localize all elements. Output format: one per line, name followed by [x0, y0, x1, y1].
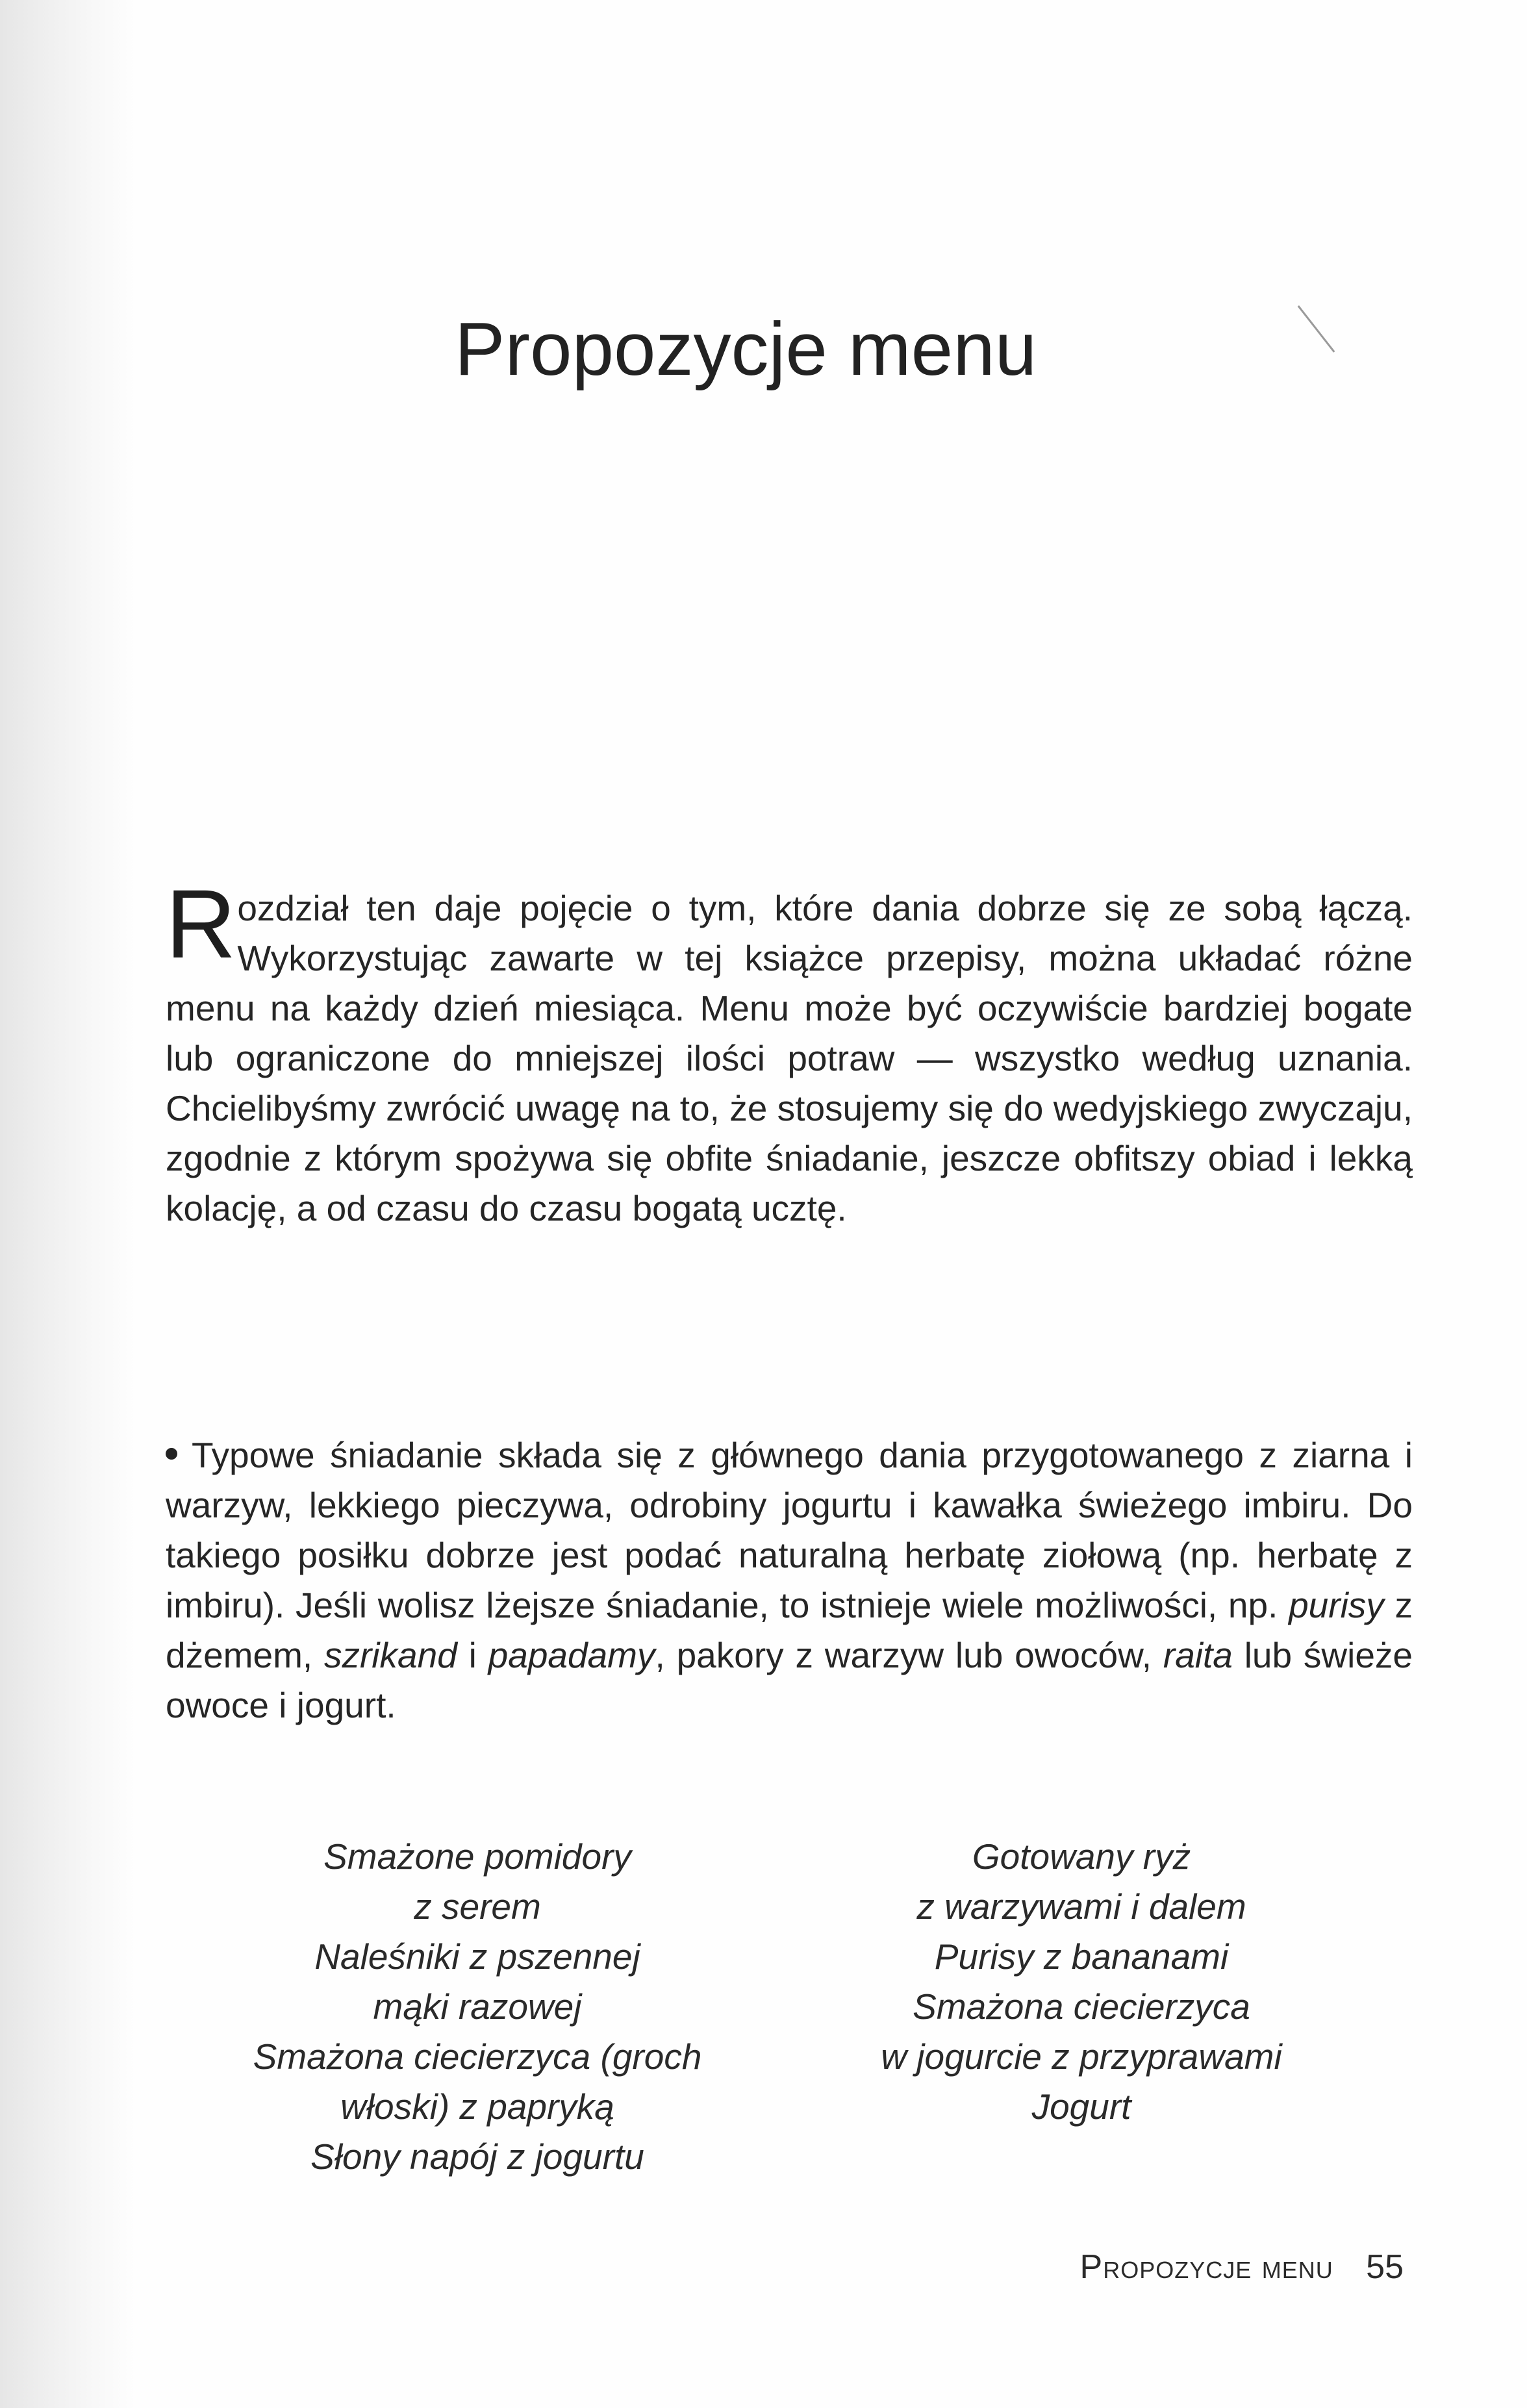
- intro-paragraph: [166, 869, 1413, 1234]
- breakfast-text-2: z dżemem,: [166, 1585, 1413, 1675]
- menu-column-left: [185, 1832, 770, 2182]
- menu-item: Naleśniki z pszennej: [314, 1936, 640, 1977]
- menu-item: Purisy z bananami: [934, 1936, 1229, 1977]
- menu-item: Słony napój z jogurtu: [310, 2136, 644, 2177]
- menu-column-right: [789, 1832, 1374, 2132]
- bullet-icon: [166, 1448, 177, 1460]
- menu-item: Smażona ciecierzyca: [913, 1986, 1250, 2027]
- menu-item: Smażone pomidory: [323, 1836, 631, 1877]
- breakfast-paragraph: [166, 1430, 1413, 1730]
- menu-item: z serem: [414, 1886, 541, 1927]
- term-purisy: purisy: [1289, 1585, 1384, 1625]
- page-number: 55: [1366, 2248, 1404, 2286]
- menu-item: Smażona ciecierzyca (groch: [253, 2036, 702, 2077]
- term-raita: raita: [1163, 1635, 1233, 1675]
- breakfast-text-4: , pakory z warzyw lub owoców,: [655, 1635, 1163, 1675]
- breakfast-text-5: lub świeże owoce i jogurt.: [166, 1635, 1413, 1725]
- menu-item: w jogurcie z przyprawami: [881, 2036, 1282, 2077]
- stray-print-mark: [1298, 305, 1335, 353]
- term-papadamy: papadamy: [488, 1635, 655, 1675]
- breakfast-text-1: Typowe śniadanie składa się z głównego dania przygotowanego z ziarna i warzyw, lekkiego pieczywa, odrobiny jogurtu i kawałka świeżego imbiru. Do takiego posiłku dobrze jest podać naturalną herbatę ziołową (np. herbatę z imbiru). Jeśli wolisz lżejsze śniadanie, to istnieje wiele możliwości, np.: [166, 1435, 1413, 1625]
- drop-cap: R: [166, 869, 236, 978]
- menu-item: z warzywami i dalem: [916, 1886, 1246, 1927]
- menu-item: Jogurt: [1031, 2086, 1131, 2127]
- intro-text: ozdział ten daje pojęcie o tym, które dania dobrze się ze sobą łączą. Wykorzystując zawarte w tej książce przepisy, można układać różne menu na każdy dzień miesiąca. Menu może być oczywiście bardziej bogate lub ograniczone do mniejszej ilości potraw — wszystko według uznania. Chcielibyśmy zwrócić uwagę na to, że stosujemy się do wedyjskiego zwyczaju, zgodnie z którym spożywa się obfite śniadanie, jeszcze obfitszy obiad i lekką kolację, a od czasu do czasu bogatą ucztę.: [166, 888, 1413, 1228]
- page-footer: [1080, 2248, 1404, 2287]
- running-head: Propozycje menu: [1079, 2248, 1333, 2286]
- menu-item: mąki razowej: [373, 1986, 582, 2027]
- page-title: Propozycje menu: [455, 307, 1037, 391]
- term-szrikand: szrikand: [323, 1635, 457, 1675]
- menu-item: włoski) z papryką: [340, 2086, 614, 2127]
- breakfast-text-3: i: [457, 1635, 488, 1675]
- menu-item: Gotowany ryż: [972, 1836, 1191, 1877]
- binding-shadow: [0, 0, 136, 2408]
